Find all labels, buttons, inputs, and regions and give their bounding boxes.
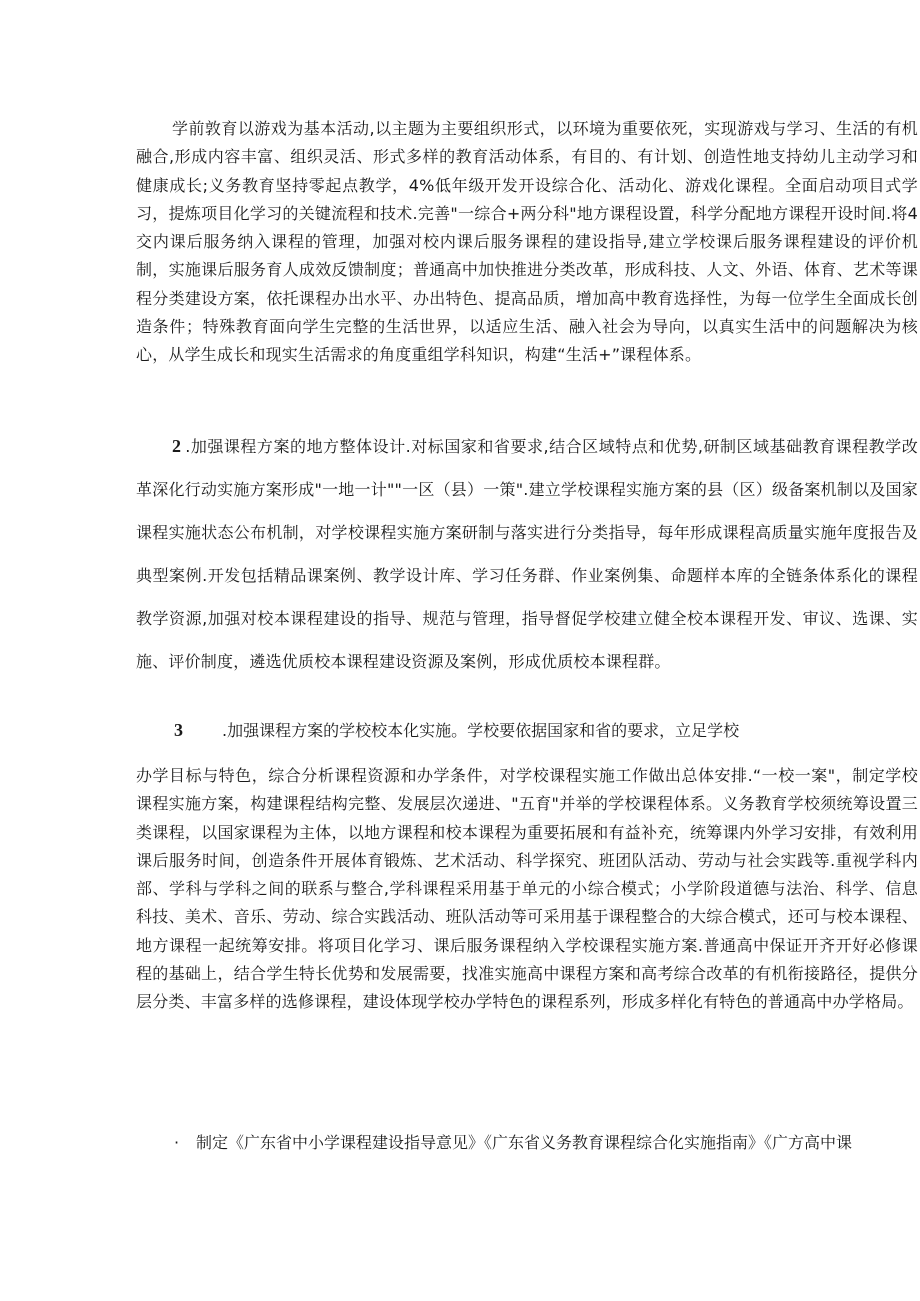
paragraph-3-body: 办学目标与特色，综合分析课程资源和办学条件，对学校课程实施工作做出总体安排.“一校一案"，制定学校课程实施方案，构建课程结构完整、发展层次递进、"五育"并举的学校课程体系。义务教育学校须统筹设置三类课程，以国家课程为主体，以地方课程和校本课程为重要拓展和有益补充，统筹课内外学习安排，有效利用课后服务时间，创造条件开展体育锻炼、艺术活动、科学探究、班团队活动、劳动与社会实践等.重视学科内部、学科与学科之间的联系与整合,学科课程采用基于单元的小综合模式；小学阶段道德与法治、科学、信息科技、美术、音乐、劳动、综合实践活动、班队活动等可采用基于课程整合的大综合模式，还可与校本课程、地方课程一起统筹安排。将项目化学习、课后服务课程纳入学校课程实施方案.普通高中保证开齐开好必修课程的基础上，结合学生特长优势和发展需要，找准实施高中课程方案和高考综合改革的有机衔接路径，提供分层分类、丰富多样的选修课程，建设体现学校办学特色的课程系列，形成多样化有特色的普通高中办学格局。: [136, 766, 918, 1012]
paragraph-1: 学前敦育以游戏为基本活动,以主题为主要组织形式，以环境为重要依死，实现游戏与学习、生活的有机融合,形成内容丰富、组织灵活、形式多样的教育活动体系，有目的、有计划、创造性地支持幼儿主动学习和健康成长;义务教育坚持零起点教学，4%低年级开发开设综合化、活动化、游戏化课程。全面启动项目式学习，提炼项目化学习的关键流程和技术.完善"一综合+两分科"地方课程设置，科学分配地方课程开设时间.将4交内课后服务纳入课程的管理，加强对校内课后服务课程的建设指导,建立学校课后服务课程建设的评价机制，实施课后服务育人成效反馈制度；普通高中加快推进分类改革，形成科技、人文、外语、体育、艺术等课程分类建设方案，依托课程办出水平、办出特色、提高品质，增加高中教育选择性，为每一位学生全面成长创造条件；特殊教育面向学生完整的生活世界，以适应生活、融入社会为导向，以真实生活中的问题解决为核心，从学生成长和现实生活需求的角度重组学科知识，构建“生活+”课程体系。: [136, 119, 918, 365]
bullet-mark: ·: [174, 1133, 180, 1152]
paragraph-2-number: 2: [172, 436, 182, 456]
paragraph-2-text: .加强课程方案的地方整体设计.对标国家和省要求,结合区域特点和优势,研制区域基础教育课程教学改革深化行动实施方案形成"一地一计""一区（县）一策".建立学校课程实施方案的县（区）级备案机制以及国家课程实施状态公布机制，对学校课程实施方案研制与落实进行分类指导，每年形成课程高质量实施年度报告及典型案例.开发包括精品课案例、教学设计库、学习任务群、作业案例集、命题样本库的全链条体系化的课程教学资源,加强对校本课程建设的指导、规范与管理，指导督促学校建立健全校本课程开发、审议、选课、实施、评价制度，遴选优质校本课程建设资源及案例，形成优质校本课程群。: [136, 437, 918, 671]
paragraph-2: [136, 425, 918, 683]
paragraph-3-heading: [136, 715, 918, 746]
paragraph-3-number: 3: [174, 720, 183, 740]
bullet-text: 制定《广东省中小学课程建设指导意见》《广东省义务教育课程综合化实施指南》《广方高中课: [196, 1133, 853, 1152]
bullet-item: [174, 1128, 918, 1158]
paragraph-3-heading-text: .加强课程方案的学校校本化实施。学校要依据国家和省的要求，立足学校: [222, 721, 740, 740]
